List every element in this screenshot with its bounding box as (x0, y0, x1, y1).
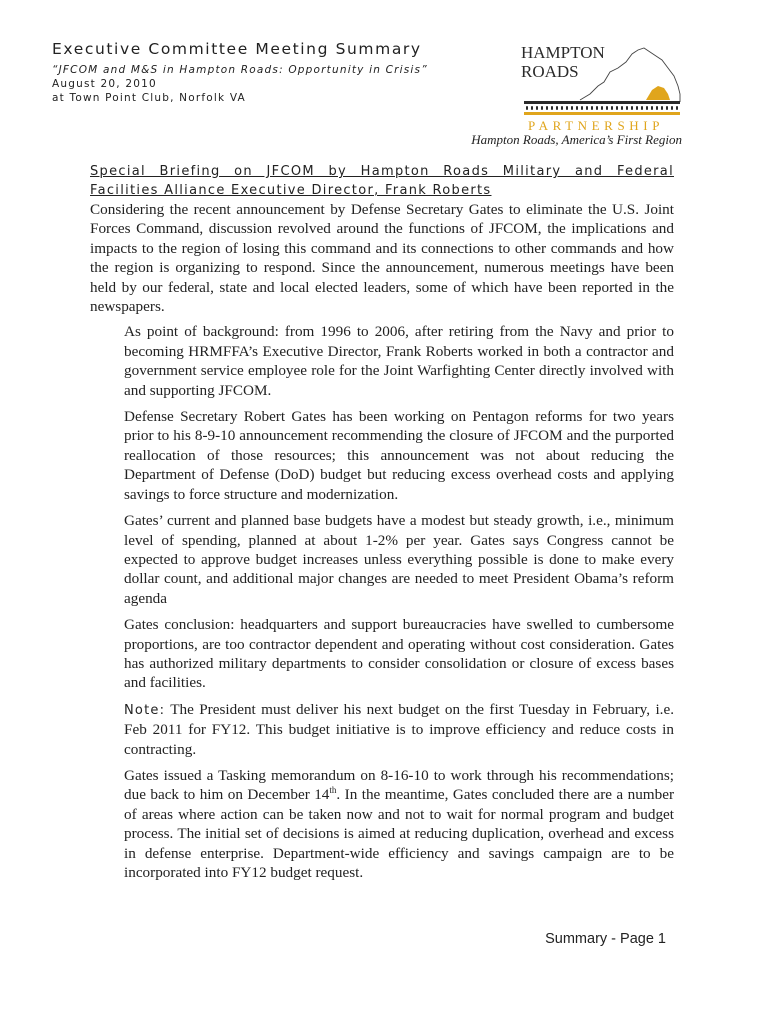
briefing-points (124, 322, 674, 882)
logo-word-partnership: PARTNERSHIP (528, 118, 665, 133)
meeting-date: August 20, 2010 (52, 78, 157, 90)
tasking-text-end: . In the meantime, Gates concluded there are a number of areas where action can be taken now and not to wait for normal program and budget process. The initial set of decisions is aimed at reducing duplication, overhead and excess in defense enterprise. Department-wide efficiency and savings campaign are to be incorporated into FY12 budget request. (124, 786, 675, 881)
note-label: Note: (124, 702, 166, 718)
budget-growth-paragraph: Gates’ current and planned base budgets have a modest but steady growth, i.e., minimum level of spending, planned at about 1-2% per year. Gates says Congress cannot be expected to approve budget increases unless everything possible is done to make every dollar count, and additional major changes are needed to meet President Obama’s reform agenda (124, 512, 674, 607)
section-heading: Special Briefing on JFCOM by Hampton Roads Military and Federal Facilities Alliance Executive Director, Frank Roberts (90, 164, 674, 198)
intro-paragraph: Considering the recent announcement by Defense Secretary Gates to eliminate the U.S. Joint Forces Command, discussion revolved around the functions of JFCOM, the implications and impacts to the region of losing this command and its connections to other commands and how the region is organizing to respond. Since the announcement, numerous meetings have been held by our federal, state and local elected leaders, some of which have been reported in the newspapers. (90, 201, 674, 316)
gates-conclusion-paragraph: Gates conclusion: headquarters and support bureaucracies have swelled to cumbersome proportions, are too contractor dependent and operating without cost consideration. Gates has authorized military departments to consider consolidation or closure of excess bases and facilities. (124, 616, 674, 692)
logo-word-hampton: HAMPTON (521, 43, 605, 62)
tasking-text-start: Gates issued a Tasking memorandum on 8-16-10 to work through his recommendations; due back to him on December 14 (124, 766, 674, 804)
tasking-memo-paragraph (124, 766, 674, 882)
pentagon-reform-paragraph: Defense Secretary Robert Gates has been working on Pentagon reforms for two years prior to his 8-9-10 announcement recommending the closure of JFCOM and the purported reallocation of those resources; this announcement was not about reducing the Department of Defense (DoD) budget but reducing excess overhead costs and applying savings to force structure and modernization. (124, 408, 674, 503)
page-footer: Summary - Page 1 (545, 931, 666, 947)
coast-highlight-icon (646, 86, 670, 100)
logo-tagline: Hampton Roads, America’s First Region (471, 132, 682, 147)
ordinal-suffix: th (329, 785, 337, 796)
meeting-location: at Town Point Club, Norfolk VA (52, 92, 246, 104)
logo-word-roads: ROADS (521, 62, 579, 81)
logo-dark-bar (524, 101, 680, 104)
document-title: Executive Committee Meeting Summary (52, 40, 422, 58)
note-paragraph (124, 700, 674, 759)
document-body (90, 162, 674, 889)
hampton-roads-partnership-logo (518, 42, 688, 137)
document-header (52, 40, 482, 104)
note-text: The President must deliver his next budget on the first Tuesday in February, i.e. Feb 2011 for FY12. This budget initiative is to improve efficiency and reduce costs in contracting. (124, 700, 674, 758)
document-subtitle: “JFCOM and M&S in Hampton Roads: Opportunity in Crisis” (52, 64, 428, 76)
logo-gold-bar (524, 112, 680, 115)
background-paragraph: As point of background: from 1996 to 2006, after retiring from the Navy and prior to becoming HRMFFA’s Executive Director, Frank Roberts worked in both a contractor and government service employee role for the Joint Warfighting Center directly involved with and supporting JFCOM. (124, 323, 674, 399)
